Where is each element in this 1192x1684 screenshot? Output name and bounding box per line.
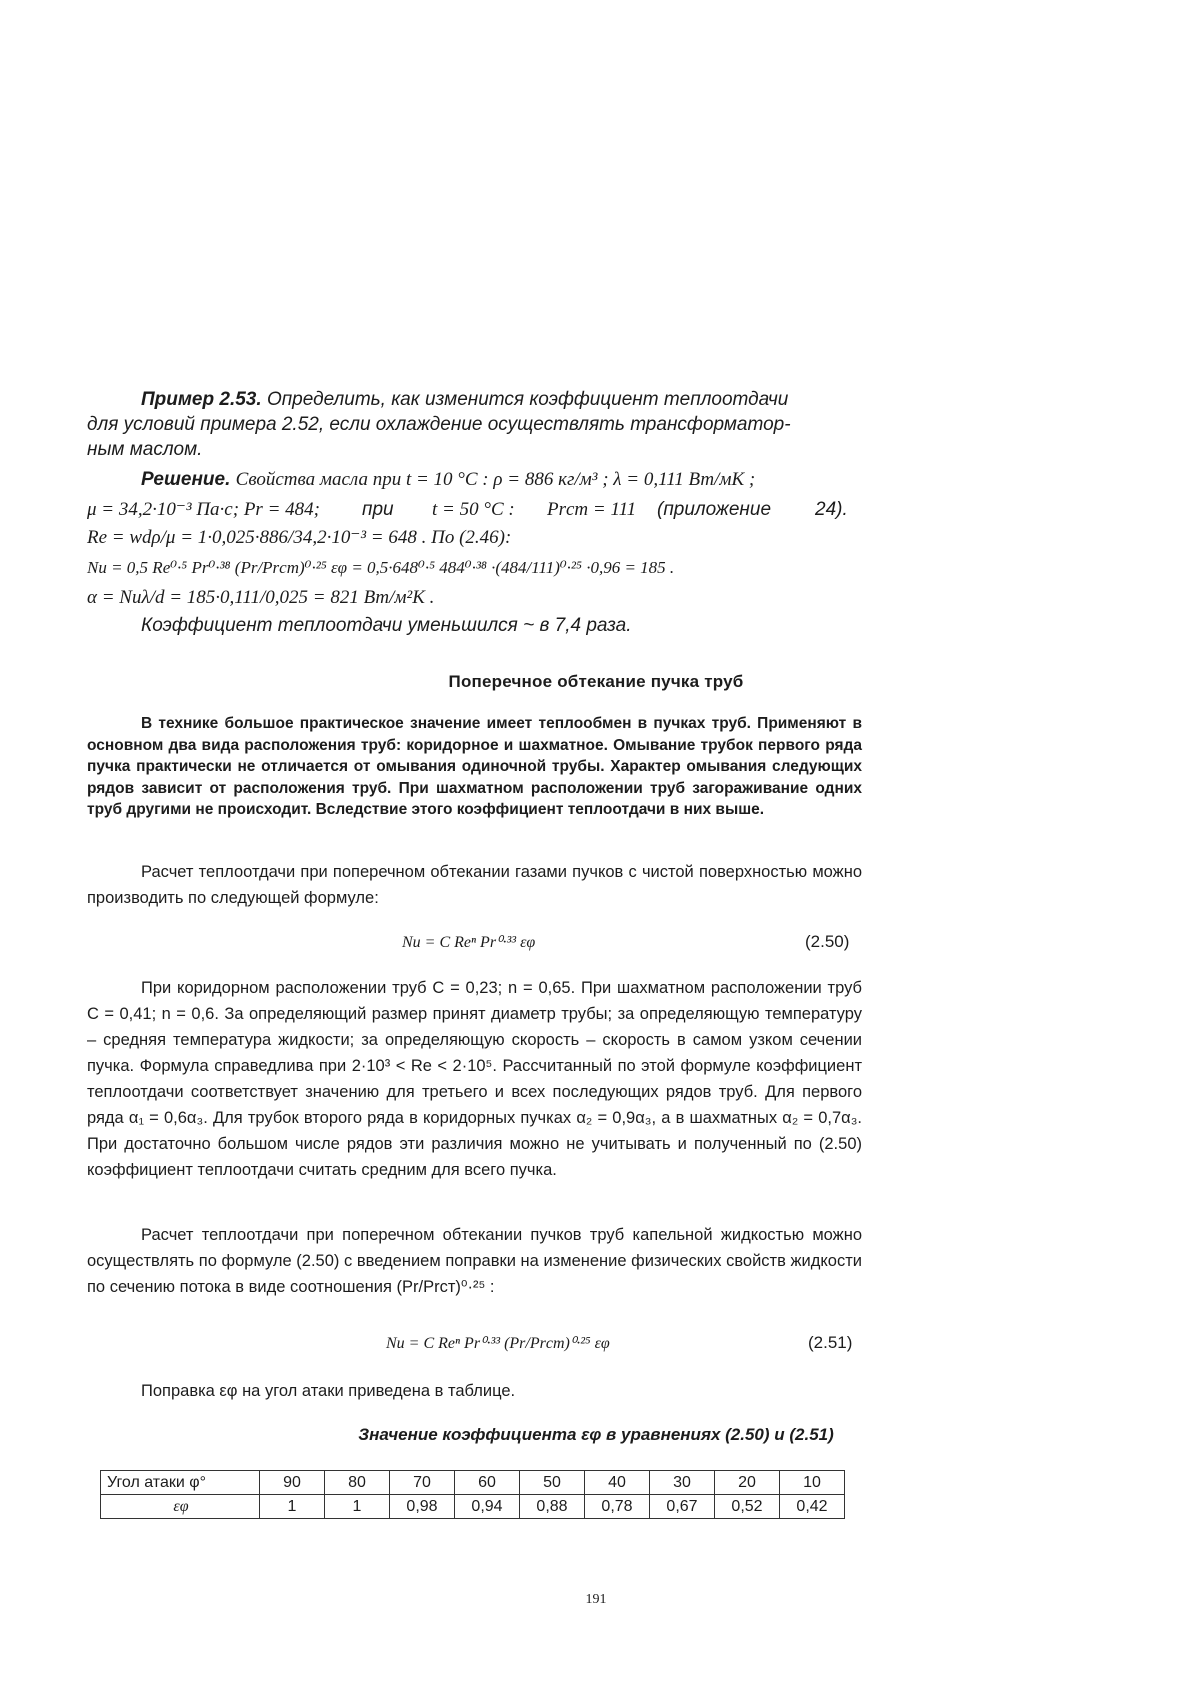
solution-appendix: (приложение (657, 499, 772, 520)
table-cell: 20 (715, 1471, 780, 1495)
example-text-1: Определить, как изменится коэффициент теплоотдачи (266, 389, 789, 410)
table-row-angle (101, 1471, 845, 1495)
alpha-calculation: α = Nuλ/d = 185·0,111/0,025 = 821 Вт/м²К . (87, 587, 435, 608)
table-cell: 50 (520, 1471, 585, 1495)
table-cell: 1 (325, 1495, 390, 1519)
solution-line-1 (141, 467, 755, 492)
solution-heading: Решение. (141, 469, 231, 490)
table-cell: 0,88 (520, 1495, 585, 1519)
formula-2-50-number: (2.50) (805, 932, 850, 951)
example-line-2: для условий примера 2.52, если охлаждение осуществлять трансформатор- (87, 414, 791, 435)
page-number: 191 (585, 1592, 607, 1607)
table-title: Значение коэффициента εφ в уравнениях (2.50) и (2.51) (358, 1425, 834, 1444)
table-cell: 1 (260, 1495, 325, 1519)
paragraph-tube-arrangement: При коридорном расположении труб C = 0,23; n = 0,65. При шахматном расположении труб C = 0,41; n = 0,6. За определяющий размер принят диаметр трубы; за определяющую температуру – средняя температура жидкости; за определяющую скорость – скорость в самом узком сечении пучка. Формула справедлива при 2·10³ < Re < 2·10⁵. Рассчитанный по этой формуле коэффициент теплоотдачи соответствует значению для третьего и всех последующих рядов труб. Для первого ряда α₁ = 0,6α₃. Для трубок второго ряда в коридорных пучках α₂ = 0,9α₃, а в шахматных α₂ = 0,7α₃. При достаточно большом числе рядов эти различия можно не учитывать и полученный по (2.50) коэффициент теплоотдачи считать средним для всего пучка. (87, 979, 862, 1179)
solution-properties-1: Свойства масла при t = 10 °C : ρ = 886 кг/м³ ; λ = 0,111 Вт/мК ; (235, 469, 756, 490)
example-line-1 (141, 387, 788, 412)
solution-word-at: при (362, 499, 394, 520)
example-heading: Пример 2.53. (141, 389, 262, 410)
solution-temperature: t = 50 °C : (432, 499, 515, 520)
formula-2-51-number: (2.51) (808, 1333, 853, 1352)
solution-properties-2: μ = 34,2·10⁻³ Па·с; Pr = 484; (87, 499, 320, 520)
table-header-angle: Угол атаки φ° (101, 1471, 260, 1495)
solution-appendix-number: 24). (815, 499, 848, 520)
paragraph-gas-flow: Расчет теплоотдачи при поперечном обтекании газами пучков с чистой поверхностью можно производить по следующей формуле: (87, 863, 862, 907)
table-cell: 0,52 (715, 1495, 780, 1519)
paragraph-liquid-flow: Расчет теплоотдачи при поперечном обтекании пучков труб капельной жидкостью можно осуществлять по формуле (2.50) с введением поправки на изменение физических свойств жидкости по сечению потока в виде соотношения (Pr/Prст)⁰·²⁵ : (87, 1226, 862, 1296)
solution-pr-wall: Prст = 111 (547, 499, 637, 520)
conclusion: Коэффициент теплоотдачи уменьшился ~ в 7,4 раза. (141, 615, 632, 636)
formula-2-51: Nu = C Reⁿ Pr⁰·³³ (Pr/Prст)⁰·²⁵ εφ (386, 1335, 610, 1352)
formula-2-50: Nu = C Reⁿ Pr⁰·³³ εφ (402, 934, 536, 951)
section-title: Поперечное обтекание пучка труб (448, 672, 744, 691)
nusselt-calculation: Nu = 0,5 Re⁰·⁵ Pr⁰·³⁸ (Pr/Prст)⁰·²⁵ εφ = 0,5·648⁰·⁵ 484⁰·³⁸ ·(484/111)⁰·²⁵ ·0,96 = 185 . (87, 558, 675, 577)
bold-intro-paragraph: В технике большое практическое значение имеет теплообмен в пучках труб. Применяют в основном два вида расположения труб: коридорное и шахматное. Омывание трубок первого ряда пучка практически не отличается от омывания одиночной трубы. Характер омывания следующих рядов зависит от расположения труб. При шахматном расположении труб загораживание одних труб другими не происходит. Вследствие этого коэффициент теплоотдачи в них выше. (87, 715, 862, 818)
table-row-epsilon (101, 1495, 845, 1519)
table-cell: 0,67 (650, 1495, 715, 1519)
table-cell: 40 (585, 1471, 650, 1495)
table-cell: 30 (650, 1471, 715, 1495)
example-line-3: ным маслом. (87, 439, 203, 460)
table-cell: 70 (390, 1471, 455, 1495)
table-cell: 0,78 (585, 1495, 650, 1519)
table-cell: 90 (260, 1471, 325, 1495)
correction-table (100, 1470, 845, 1519)
table-cell: 60 (455, 1471, 520, 1495)
paragraph-correction: Поправка εφ на угол атаки приведена в таблице. (141, 1382, 516, 1400)
table-cell: 10 (780, 1471, 845, 1495)
reynolds-calculation: Re = wdρ/μ = 1·0,025·886/34,2·10⁻³ = 648 . По (2.46): (87, 527, 512, 548)
table-cell: 0,94 (455, 1495, 520, 1519)
table-cell: 0,98 (390, 1495, 455, 1519)
table-header-epsilon: εφ (101, 1495, 260, 1519)
table-cell: 0,42 (780, 1495, 845, 1519)
table-cell: 80 (325, 1471, 390, 1495)
